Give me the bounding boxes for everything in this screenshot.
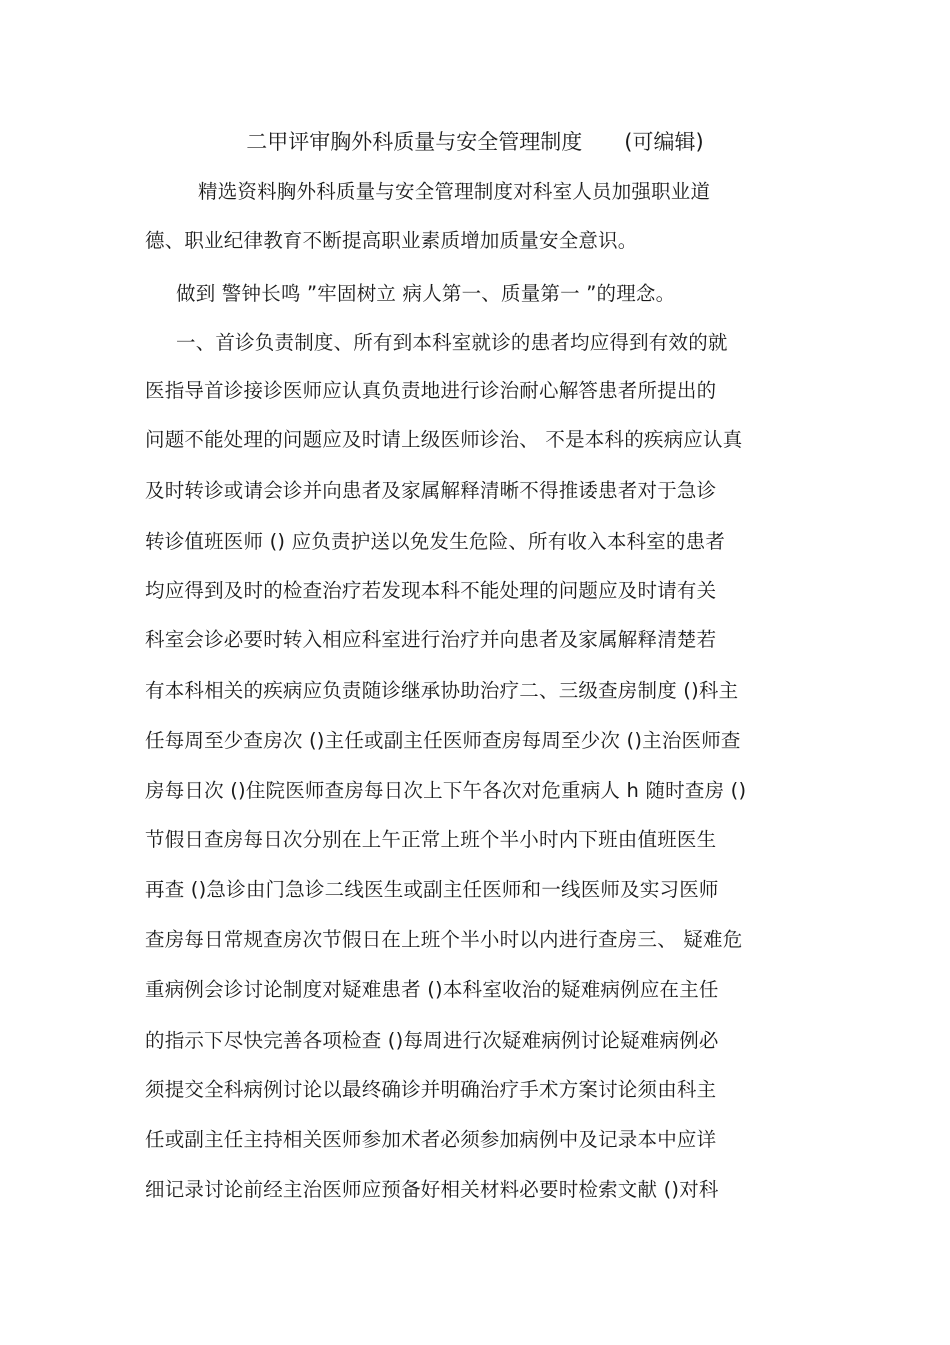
body-line-5: 医指导首诊接诊医师应认真负责地进行诊治耐心解答患者所提出的 bbox=[145, 379, 717, 402]
body-line-9: 均应得到及时的检查治疗若发现本科不能处理的问题应及时请有关 bbox=[145, 579, 717, 602]
body-line-10: 科室会诊必要时转入相应科室进行治疗并向患者及家属解释清楚若 bbox=[145, 628, 717, 651]
body-line-8: 转诊值班医师 () 应负责护送以免发生危险、所有收入本科室的患者 bbox=[145, 530, 726, 553]
body-line-14: 节假日查房每日次分别在上午正常上班个半小时内下班由值班医生 bbox=[145, 828, 717, 851]
body-line-16: 查房每日常规查房次节假日在上班个半小时以内进行查房三、 疑难危 bbox=[145, 928, 743, 951]
body-line-20: 任或副主任主持相关医师参加术者必须参加病例中及记录本中应详 bbox=[145, 1128, 717, 1151]
document-title-suffix: (可编辑) bbox=[624, 130, 704, 154]
body-line-7: 及时转诊或请会诊并向患者及家属解释清晰不得推诿患者对于急诊 bbox=[145, 479, 717, 502]
body-line-6: 问题不能处理的问题应及时请上级医师诊治、 不是本科的疾病应认真 bbox=[145, 428, 743, 451]
body-line-17: 重病例会诊讨论制度对疑难患者 ()本科室收治的疑难病例应在主任 bbox=[145, 978, 719, 1001]
document-title bbox=[0, 127, 950, 157]
body-line-1: 精选资料胸外科质量与安全管理制度对科室人员加强职业道 bbox=[198, 180, 711, 203]
body-line-12: 任每周至少查房次 ()主任或副主任医师查房每周至少次 ()主治医师查 bbox=[145, 729, 741, 752]
body-line-19: 须提交全科病例讨论以最终确诊并明确治疗手术方案讨论须由科主 bbox=[145, 1078, 717, 1101]
body-line-21: 细记录讨论前经主治医师应预备好相关材料必要时检索文献 ()对科 bbox=[145, 1178, 719, 1201]
document-title-main: 二甲评审胸外科质量与安全管理制度 bbox=[246, 130, 583, 154]
body-line-13: 房每日次 ()住院医师查房每日次上下午各次对危重病人 h 随时查房 () bbox=[145, 779, 747, 802]
body-line-2: 德、职业纪律教育不断提高职业素质增加质量安全意识。 bbox=[145, 229, 638, 252]
body-line-11: 有本科相关的疾病应负责随诊继承协助治疗二、三级查房制度 ()科主 bbox=[145, 679, 739, 702]
body-line-18: 的指示下尽快完善各项检查 ()每周进行次疑难病例讨论疑难病例必 bbox=[145, 1029, 719, 1052]
body-line-15: 再查 ()急诊由门急诊二线医生或副主任医师和一线医师及实习医师 bbox=[145, 878, 719, 901]
body-line-3: 做到 警钟长鸣 ”牢固树立 病人第一、质量第一 ”的理念。 bbox=[176, 282, 676, 305]
body-line-4: 一、首诊负责制度、所有到本科室就诊的患者均应得到有效的就 bbox=[176, 331, 728, 354]
